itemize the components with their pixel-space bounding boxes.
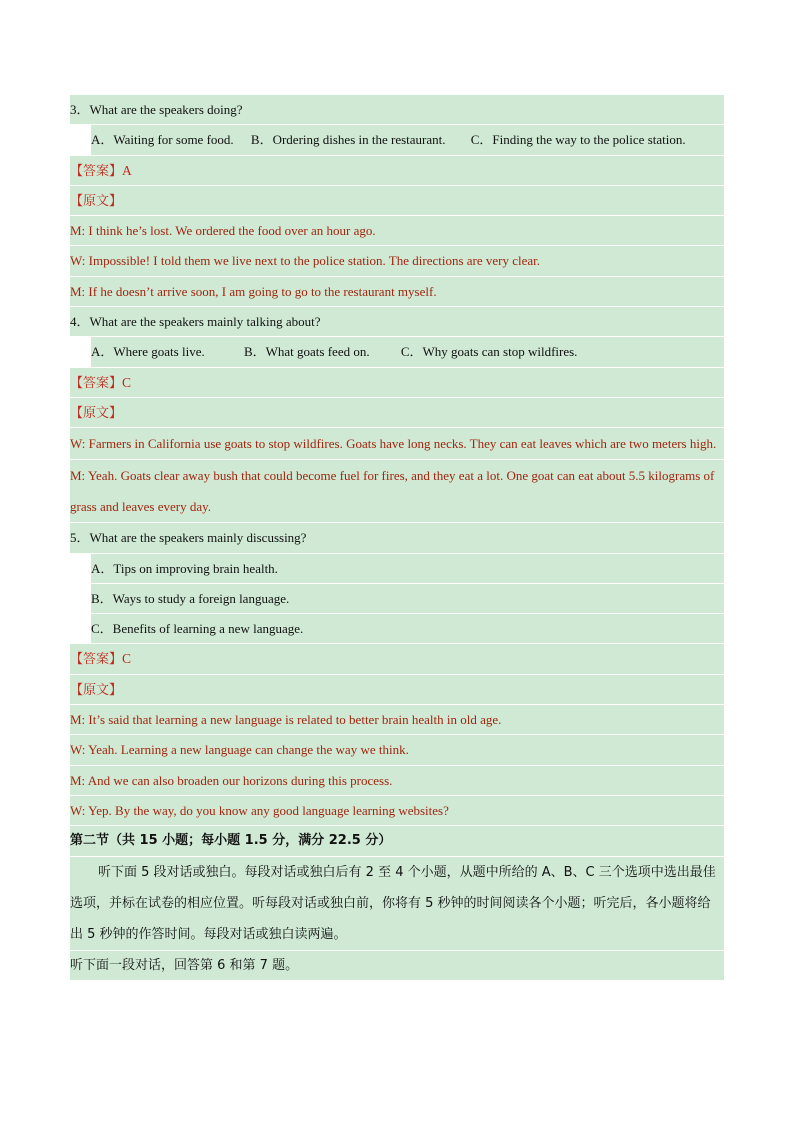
option-b: B．Ordering dishes in the restaurant. xyxy=(250,132,446,148)
document-body xyxy=(70,95,724,981)
question-3-options xyxy=(70,125,724,155)
option-c: C．Finding the way to the police station. xyxy=(470,132,686,148)
option-b: B．What goats feed on. xyxy=(243,344,370,360)
transcript-line: M: It’s said that learning a new language is related to better brain health in old age. xyxy=(70,705,724,735)
transcript-paragraph: W: Farmers in California use goats to stop wildfires. Goats have long necks. They can eat leaves which are two meters high. xyxy=(70,428,724,460)
transcript-line: M: If he doesn’t arrive soon, I am going to go to the restaurant myself. xyxy=(70,277,724,307)
option-c: C．Benefits of learning a new language. xyxy=(70,614,724,644)
question-4: 4．What are the speakers mainly talking about? xyxy=(70,307,724,337)
transcript-label-4: 【原文】 xyxy=(70,398,724,428)
transcript-line: W: Yeah. Learning a new language can change the way we think. xyxy=(70,735,724,765)
section-heading: 第二节（共 15 小题；每小题 1.5 分，满分 22.5 分） xyxy=(70,826,724,856)
answer-3: 【答案】A xyxy=(70,156,724,186)
option-a: A．Waiting for some food. xyxy=(91,132,234,148)
transcript-paragraph: M: Yeah. Goats clear away bush that could become fuel for fires, and they eat a lot. One goat can eat about 5.5 kilograms of grass and leaves every day. xyxy=(70,460,724,523)
transcript-line: W: Impossible! I told them we live next to the police station. The directions are very clear. xyxy=(70,246,724,276)
question-5: 5．What are the speakers mainly discussing? xyxy=(70,523,724,553)
transcript-label-5: 【原文】 xyxy=(70,675,724,705)
option-a: A．Where goats live. xyxy=(91,344,205,360)
answer-4: 【答案】C xyxy=(70,368,724,398)
transcript-line: W: Yep. By the way, do you know any good language learning websites? xyxy=(70,796,724,826)
option-a: A．Tips on improving brain health. xyxy=(70,554,724,584)
next-dialogue-prompt: 听下面一段对话，回答第 6 和第 7 题。 xyxy=(70,951,724,981)
transcript-label-3: 【原文】 xyxy=(70,186,724,216)
question-3: 3．What are the speakers doing? xyxy=(70,95,724,125)
answer-5: 【答案】C xyxy=(70,644,724,674)
transcript-line: M: I think he’s lost. We ordered the food over an hour ago. xyxy=(70,216,724,246)
option-c: C．Why goats can stop wildfires. xyxy=(400,344,578,360)
section-instructions: 听下面 5 段对话或独白。每段对话或独白后有 2 至 4 个小题，从题中所给的 A、B、C 三个选项中选出最佳选项，并标在试卷的相应位置。听每段对话或独白前，你将有 5 秒钟的时间阅读各个小题；听完后，各小题将给出 5 秒钟的作答时间。每段对话或独白读两遍。 xyxy=(70,857,724,951)
question-4-options xyxy=(70,337,724,367)
transcript-line: M: And we can also broaden our horizons during this process. xyxy=(70,766,724,796)
option-b: B．Ways to study a foreign language. xyxy=(70,584,724,614)
